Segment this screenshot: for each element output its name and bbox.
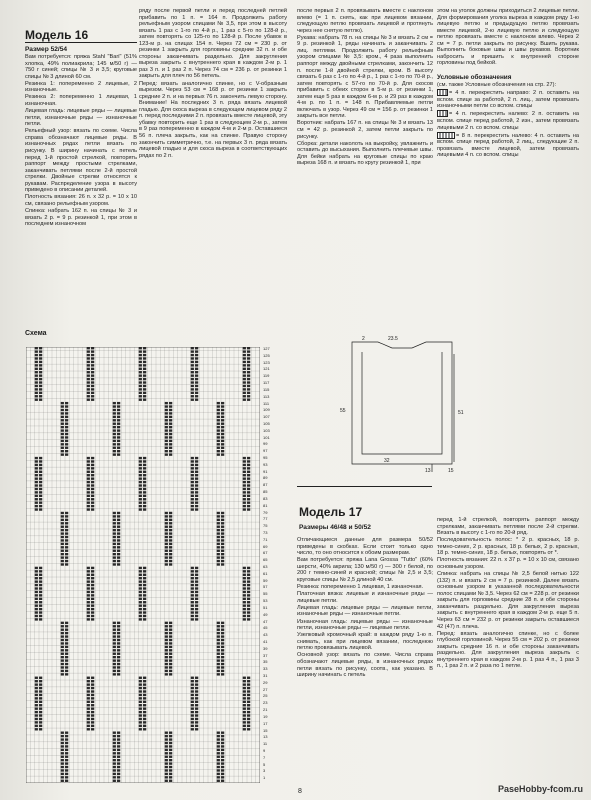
front-continued-text: после первых 2 п. провязывать вместе с наклоном влево (= 1 п. снять, как при лицевом вязании, следующую петлю провязать лицевой и протянуть через нее снятую петлю). (297, 8, 433, 34)
page-number: 8 (298, 788, 302, 795)
row-number: 55 (263, 591, 268, 597)
model17-column-2 (437, 517, 579, 671)
rib1-text: Резинка 1: попеременно 2 лицевые, 2 изнаночные. (25, 80, 137, 94)
row-number: 51 (263, 604, 268, 610)
watermark: PaseHobby-fcom.ru (497, 784, 583, 794)
row-number: 67 (263, 550, 268, 556)
row-number: 121 (263, 366, 270, 372)
row-number: 21 (263, 707, 268, 713)
rib-text: Резинка: попеременно 1 лицевая, 1 изнаночная. (297, 584, 424, 591)
row-number: 37 (263, 652, 268, 658)
row-number: 11 (263, 741, 268, 747)
row-number: 23 (263, 700, 268, 706)
diagram-label: 23.5 (388, 336, 398, 342)
row-number: 47 (263, 618, 268, 624)
reverse-text: Изнаночная гладь: лицевые ряды — изнаночные петли, изнаночные ряды — лицевые петли. (297, 618, 433, 632)
row-number: 83 (263, 495, 268, 501)
back-continued-text: ряду после первой петли и перед последней петлей прибавить по 1 п. = 164 п. Продолжить работу рельефным узором спицами № 3,5, при этом в высоту вязать 1 раз с 1-го по 4-й р., 1 раз с 5-го по 128-й р., затем повторять со 125-го по 128-й р. После убавок в 123-м р. на спицах 154 п. Через 72 см = 230 р. от резинки 1 закрыть для горловины средние 32 п. и обе стороны заканчивать раздельно. Для закругления выреза закрыть с внутреннего края в каждом 2-м р. 1 раз 3 п. и 1 раз 2 п. Через 74 см = 236 р. от резинки 1 закрыть для плеч по 56 петель. (139, 8, 287, 80)
row-number: 7 (263, 754, 266, 760)
model16-size: Размер 52/54 (25, 46, 68, 53)
row-number: 9 (263, 747, 266, 753)
row-number: 35 (263, 659, 268, 665)
back-text: Спинка: набрать на спицы № 2,5 белой нитью 122 (132) п. и вязать 2 см = 7 р. резинкой. Далее вязать основным узором в указанной последовательности полос спицами № 3,5. Через 62 см = 228 р. от резинки закрыть для горловины средние 28 п. и обе стороны заканчивать раздельно. Для закругления выреза закрыть с внутреннего края в каждом 2-м р. еще 5 п. Через 63 см = 232 р. от резинки закрыть оставшиеся 42 (47) п. плеча. (437, 571, 579, 630)
stockinette-text: Лицевая гладь: лицевые ряды — лицевые петли, изнаночные ряды — изнаночные петли. (297, 604, 433, 618)
legend-item: = 4 п. перекрестить направо: 2 п. оставить на вспом. спице за работой, 2 п. лиц., затем провязать изнаночными петли со вспом. спицы (437, 90, 579, 110)
model17-size: Размеры 46/48 и 50/52 (299, 524, 371, 531)
row-number: 85 (263, 489, 268, 495)
row-number: 63 (263, 564, 268, 569)
model16-column-4 (437, 8, 579, 159)
model16-column-3 (297, 8, 433, 168)
knitting-chart (26, 347, 260, 783)
row-number: 105 (263, 420, 270, 426)
row-number: 117 (263, 380, 270, 386)
row-number: 45 (263, 625, 268, 631)
row-number: 75 (263, 523, 268, 529)
materials-text: Вам потребуется: пряжа Stahl "Bari" (51% хлопка, 49% полиакрила; 145 м/50 г) — 750 г синей; спицы № 3 и 3,5; круговые спицы № 3 длиной 60 см. (25, 54, 137, 80)
row-number: 19 (263, 713, 268, 719)
row-number: 79 (263, 509, 268, 515)
diagram-label: 15 (448, 468, 454, 474)
diagram-label: 32 (384, 458, 390, 464)
row-number: 65 (263, 557, 268, 563)
front-text: Перед: вязать аналогично спинке, но с V-образным вырезом. Через 53 см = 168 р. от резинки 1 закрыть средние 2 п. и на первых 76 п. закончить левую сторону. Внимание! На последних 3 п. ряда вязать лицевой гладью. Для скоса выреза в следующем лицевом ряду 2 п. перед последними 2 п. провязать вместе лицевой, эту убавку повторить еще 1 раз в следующем 2-м р., затем в 9 раз попеременно в каждом 4-м и 2-м р. Оставшиеся 56 п. плеча закрыть, как на спинке. Правую сторону закончить симметрично, т.е. на первых 3 п. ряда вязать лицевой гладью и для скоса выреза в соответствующих рядах по 2 п. (139, 80, 287, 159)
row-number: 3 (263, 768, 266, 774)
row-number: 125 (263, 352, 270, 358)
row-number: 5 (263, 761, 266, 767)
model17-column-1 (297, 537, 433, 679)
row-number: 107 (263, 414, 270, 420)
gauge-text: Плотность вязания: 26 п. x 32 р. = 10 x 10 см, связано рельефным узором. (25, 194, 137, 207)
model17-title: Модель 17 (299, 505, 363, 519)
row-number: 77 (263, 516, 268, 522)
row-number: 1 (263, 775, 266, 781)
pattern-continued-text: перед 1-й стрелкой, повторять раппорт между стрелками, заканчивать петлями после 2-й стрелки. Вязать в высоту с 1-го по 20-й ряд. (437, 517, 579, 537)
row-number: 109 (263, 407, 270, 413)
row-number: 29 (263, 679, 268, 685)
diagram-label: 13 (425, 468, 431, 474)
legend-title: Условные обозначения (437, 73, 512, 81)
row-number: 97 (263, 448, 268, 454)
main-pattern-text: Основной узор: вязать по схеме. Числа справа обозначают лицевые ряды, в изнаночных рядах петли вязать по рисунку, соотв., как указано. В ширину начинать с петель (297, 652, 433, 679)
diagram-label: 51 (458, 410, 464, 416)
pattern-diagram (322, 334, 482, 474)
model16-column-1 (25, 54, 137, 228)
row-number: 17 (263, 720, 268, 726)
schema-label: Схема (25, 330, 47, 337)
row-number: 119 (263, 373, 270, 379)
legend-item: = 4 п. перекрестить налево: 2 п. оставить на вспом. спице перед работой, 2 изн., затем провязать лицевыми 2 п. со вспом. спицы (437, 111, 579, 131)
diagram-label: 2 (362, 336, 365, 342)
row-number: 73 (263, 529, 268, 535)
row-number: 111 (263, 400, 270, 406)
back-text: Спинка: набрать 162 п. на спицы № 3 и вязать 2 р. = 9 р. резинкой 1, при этом в последнем изнаночном (25, 208, 137, 228)
row-number: 41 (263, 638, 268, 644)
row-number: 15 (263, 727, 268, 733)
assembly-continued-text: этом на уголок должны приходиться 2 лицевые петли. Для формирования уголка выреза в каждом ряду 1-ю лицевую петлю и предыдущую петлю провязать вместе лицевой, 2-ю лицевую петлю и следующую петлю провязать вместе с наклоном влево. Через 2 см = 7 р. петли закрыть по рисунку. Вшить рукава. Выполнить боковые швы и швы рукавов. Воротник набросить и пришить к внутренней стороне горловины под бейкой. (437, 8, 579, 67)
edge-text: Узелковый кромочный край: в каждом ряду 1-ю п. снимать, как при лицевом вязании, последнюю петлю провязывать лицевой. (297, 632, 433, 652)
row-number: 31 (263, 673, 268, 678)
row-number: 89 (263, 475, 268, 481)
materials-text: Вам потребуется: пряжа Lana Grossa "Tutto" (60% шерсти, 40% акрила; 130 м/50 г) — 300 г белой, по 200 г темно-синей и красной; спицы № 2,5 и 3,5; круговые спицы № 2,5 длиной 40 см. (297, 557, 433, 583)
row-number: 93 (263, 461, 268, 467)
title-rule (25, 42, 137, 43)
section-rule (297, 486, 432, 487)
assembly-text: Сборка: детали наколоть на выкройку, увлажнить и оставить до высыхания. Выполнить плечевые швы. Для бейки набрать на круговые спицы по краю выреза 168 п. и вязать по кругу резинкой 1, при (297, 140, 433, 167)
row-number: 71 (263, 536, 268, 542)
row-number: 103 (263, 427, 270, 433)
rib2-text: Резинка 2: попеременно 1 лицевая, 1 изнаночная. (25, 94, 137, 108)
pattern-text: Рельефный узор: вязать по схеме. Числа справа обозначают лицевые ряды. В изнаночных рядах петли вязать по рисунку. В ширину начинать с петель перед 1-й простой стрелкой, повторять раппорт между простыми стрелками, заканчивать петлями после 2-й простой стрелки. Двойные стрелки относятся к рукавам. Распределение узора в высоту приведено в описании деталей. (25, 128, 137, 194)
legend-subtitle: (см. также Условные обозначения на стр. 27): (437, 82, 557, 89)
row-number: 127 (263, 346, 270, 351)
row-number: 81 (263, 502, 268, 508)
stockinette-text: Лицевая гладь: лицевые ряды — лицевые петли, изнаночные ряды — изнаночные петли. (25, 108, 137, 128)
row-number: 123 (263, 359, 270, 365)
diagram-label: 55 (340, 408, 346, 414)
intro-text: Отличающиеся данные для размера 50/52 приведены в скобках. Если стоит только одно число, то оно относится к обоим размерам. (297, 537, 433, 557)
row-number: 57 (263, 584, 268, 590)
row-number: 61 (263, 570, 268, 576)
row-number: 101 (263, 434, 270, 440)
row-number: 87 (263, 482, 268, 488)
row-number: 53 (263, 598, 268, 604)
row-number: 113 (263, 393, 270, 399)
row-number-column (261, 347, 283, 783)
row-number: 99 (263, 441, 268, 447)
row-number: 33 (263, 666, 268, 672)
row-number: 43 (263, 632, 268, 638)
row-number: 13 (263, 734, 268, 740)
row-number: 69 (263, 543, 268, 549)
model16-column-2 (139, 8, 287, 160)
front-text: Перед: вязать аналогично спинке, но с более глубокой горловиной. Через 55 см = 202 р. от резинки закрыть средние 16 п. и обе стороны заканчивать раздельно. Для закругления выреза закрыть с внутреннего края в каждом 2-м р. 1 раз 4 п., 1 раз 3 п., 1 раз 2 п. и 2 раза по 1 петле. (437, 630, 579, 670)
model16-title: Модель 16 (25, 28, 89, 42)
gauge-text: Плотность вязания: 22 п. x 37 р. = 10 x 10 см, связано основным узором. (437, 557, 579, 571)
row-number: 39 (263, 645, 268, 651)
garter-text: Платочная вязка: лицевые и изнаночные ряды — лицевые петли. (297, 591, 433, 604)
cross-left-symbol-icon (437, 110, 448, 117)
neckband-text: Воротник: набрать 167 п. на спицы № 3 и вязать 13 см = 42 р. резинкой 2, затем петли закрыть по рисунку. (297, 120, 433, 140)
cross-eight-symbol-icon (437, 132, 455, 139)
sleeves-text: Рукава: набрать 78 п. на спицы № 3 и вязать 2 см = 9 р. резинкой 1, ряды начинать и заканчивать 2 лиц. петлями. Продолжить работу рельефным узором спицами № 3,5: кром., 4 раза выполнить раппорт между двойными стрелками, закончить 12 п. после 1-й двойной стрелки, кром. В высоту связать 6 раз с 1-го по 4-й р., 1 раз с 1-го по 70-й р., затем повторять с 57-го по 70-й р. Для скосов прибавить с обеих сторон в 5-м р. от резинки 1, затем еще 5 раз в каждом 6-м р. и 29 раз в каждом 4-м р. по 1 п. = 148 п. Прибавляемые петли включать в узор. Через 49 см = 156 р. от резинки 1 закрыть все петли. (297, 34, 433, 120)
row-number: 25 (263, 693, 268, 699)
row-number: 59 (263, 577, 268, 583)
row-number: 95 (263, 455, 268, 460)
row-number: 49 (263, 611, 268, 617)
row-number: 115 (263, 386, 270, 392)
row-number: 27 (263, 686, 268, 692)
legend-item: = 8 п. перекрестить налево: 4 п. оставить на вспом. спице перед работой, 2 лиц., следующие 2 п. провязать вместе лицевой, затем провязать лицевыми 4 п. со вспом. спицы (437, 132, 579, 159)
cross-right-symbol-icon (437, 89, 448, 96)
row-number: 91 (263, 468, 268, 474)
stripes-text: Последовательность полос: * 2 р. красных, 18 р. темно-синих, 2 р. красных, 18 р. белых, 2 р. красных, 18 р. темно-синих, 18 р. белых, повторять от *. (437, 537, 579, 557)
